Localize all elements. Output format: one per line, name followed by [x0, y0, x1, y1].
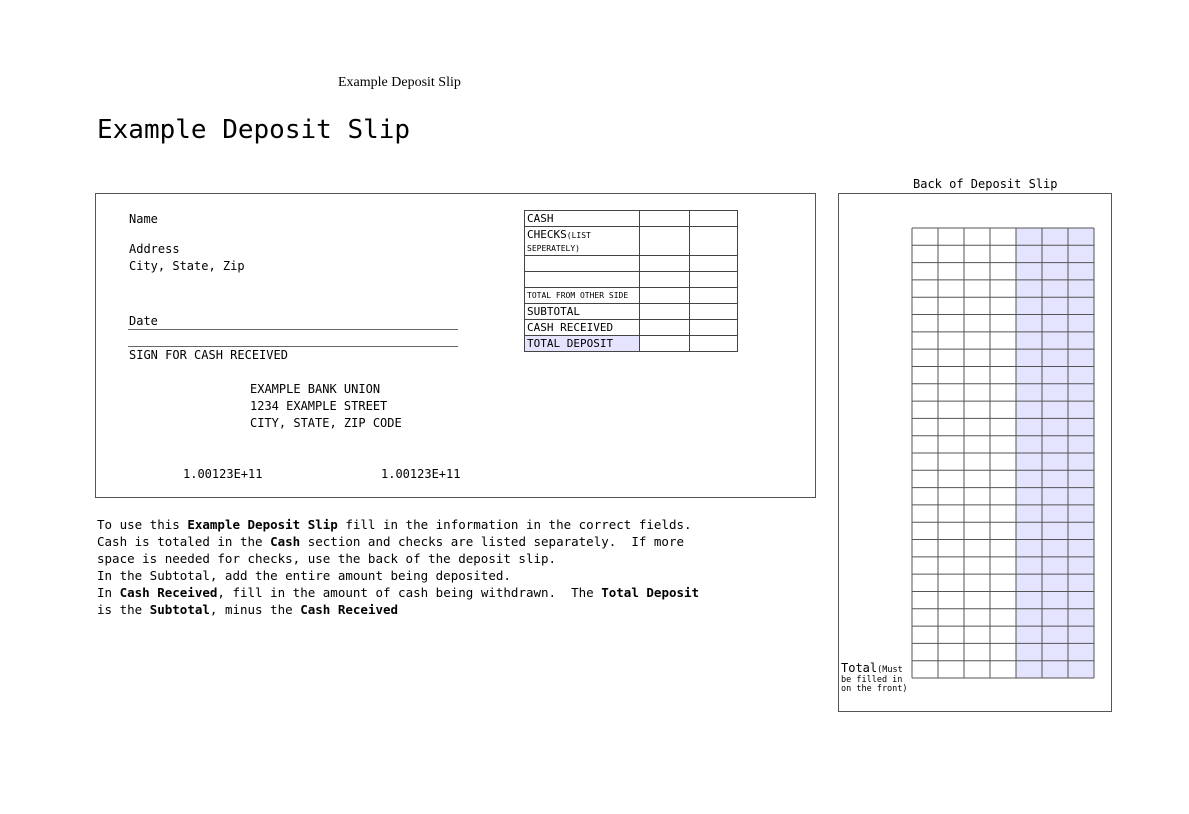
total-other-side-dollars[interactable]: [640, 288, 690, 304]
instructions: [97, 516, 699, 618]
name-label: Name: [129, 212, 158, 226]
checks-label-cell: [525, 227, 640, 256]
instr-text: , fill in the amount of cash being withdrawn. The: [217, 585, 602, 600]
account-number: 1.00123E+11: [381, 467, 461, 481]
row-total-other-side: [525, 288, 738, 304]
instr-bold: Example Deposit Slip: [187, 517, 338, 532]
back-total-text: Total: [841, 661, 878, 675]
cash-received-label: CASH RECEIVED: [525, 320, 640, 336]
checks-label: CHECKS: [527, 228, 567, 241]
instr-text: In the Subtotal, add the entire amount being deposited.: [97, 568, 511, 583]
row-cash: [525, 211, 738, 227]
page-header: Example Deposit Slip: [338, 75, 461, 90]
total-deposit-label: TOTAL DEPOSIT: [525, 336, 640, 352]
blank-label-1: [525, 256, 640, 272]
instr-bold: Cash Received: [119, 585, 218, 600]
row-blank-1: [525, 256, 738, 272]
back-caption: Back of Deposit Slip: [913, 177, 1058, 191]
date-line[interactable]: [128, 329, 458, 330]
subtotal-label: SUBTOTAL: [525, 304, 640, 320]
row-total-deposit: [525, 336, 738, 352]
row-subtotal: [525, 304, 738, 320]
cash-cents-cell[interactable]: [690, 211, 738, 227]
instr-bold: Subtotal: [149, 602, 210, 617]
signature-line[interactable]: [128, 346, 458, 347]
deposit-summary-table: [524, 210, 738, 352]
page-title: Example Deposit Slip: [97, 115, 411, 145]
address-label: Address: [129, 242, 180, 256]
bank-street: 1234 EXAMPLE STREET: [250, 399, 388, 413]
total-other-side-cents[interactable]: [690, 288, 738, 304]
cash-dollars-cell[interactable]: [640, 211, 690, 227]
cash-received-cents[interactable]: [690, 320, 738, 336]
instr-text: In: [97, 585, 120, 600]
blank-label-2: [525, 272, 640, 288]
blank-dollars-2[interactable]: [640, 272, 690, 288]
city-state-zip-label: City, State, Zip: [129, 259, 245, 273]
instr-text: space is needed for checks, use the back of the deposit slip.: [97, 551, 557, 566]
instr-text: , minus the: [209, 602, 301, 617]
routing-number: 1.00123E+11: [183, 467, 263, 481]
sign-for-cash-label: SIGN FOR CASH RECEIVED: [129, 348, 288, 362]
checks-cents-cell[interactable]: [690, 227, 738, 256]
total-deposit-dollars[interactable]: [640, 336, 690, 352]
blank-cents-1[interactable]: [690, 256, 738, 272]
blank-cents-2[interactable]: [690, 272, 738, 288]
deposit-slip-front: [95, 193, 816, 498]
instr-bold: Total Deposit: [601, 585, 700, 600]
subtotal-dollars[interactable]: [640, 304, 690, 320]
subtotal-cents[interactable]: [690, 304, 738, 320]
instr-text: Cash is totaled in the: [97, 534, 271, 549]
instr-text: section and checks are listed separately. If more: [300, 534, 685, 549]
row-cash-received: [525, 320, 738, 336]
instr-text: is the: [97, 602, 150, 617]
checks-sublabel-2: SEPERATELY): [527, 244, 580, 253]
row-checks: [525, 227, 738, 256]
blank-dollars-1[interactable]: [640, 256, 690, 272]
deposit-slip-back: [838, 193, 1112, 712]
instr-text: fill in the information in the correct fields.: [337, 517, 692, 532]
back-total-note-2: be filled in: [841, 675, 903, 685]
back-total-note-3: on the front): [841, 684, 908, 694]
back-check-grid[interactable]: [911, 227, 1095, 679]
instr-bold: Cash: [270, 534, 301, 549]
bank-city: CITY, STATE, ZIP CODE: [250, 416, 402, 430]
cash-received-dollars[interactable]: [640, 320, 690, 336]
instr-bold: Cash Received: [300, 602, 399, 617]
back-total-label: [841, 662, 908, 694]
instr-text: To use this: [97, 517, 188, 532]
total-other-side-label: TOTAL FROM OTHER SIDE: [525, 288, 640, 304]
row-blank-2: [525, 272, 738, 288]
back-total-note-1: (Must: [877, 665, 903, 675]
bank-name: EXAMPLE BANK UNION: [250, 382, 381, 396]
date-label: Date: [129, 314, 158, 328]
cash-label: CASH: [525, 211, 640, 227]
checks-sublabel: (LIST: [566, 231, 591, 240]
total-deposit-cents[interactable]: [690, 336, 738, 352]
checks-dollars-cell[interactable]: [640, 227, 690, 256]
